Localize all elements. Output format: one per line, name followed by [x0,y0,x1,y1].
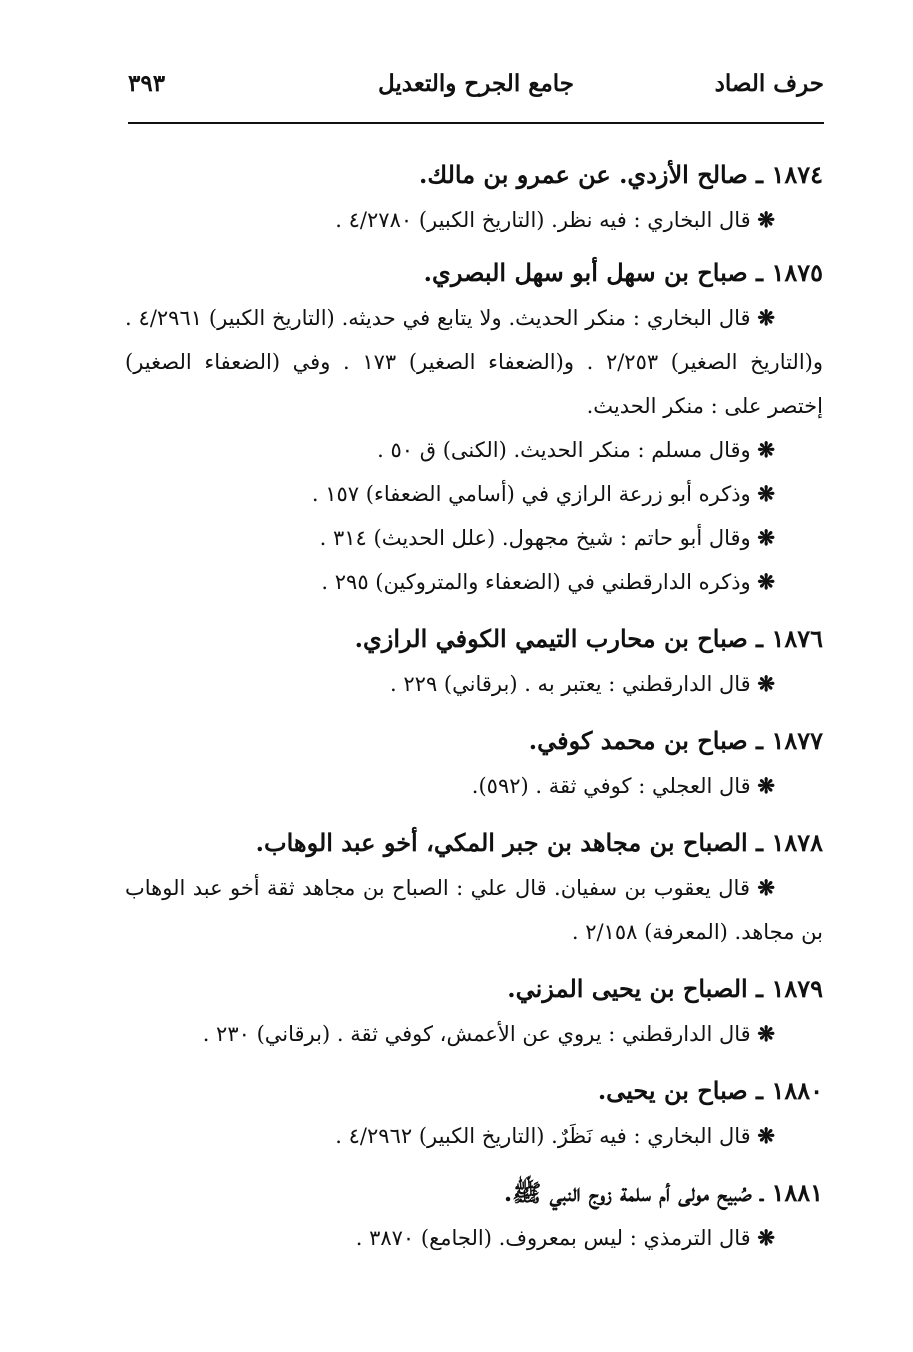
book-title: جامع الجرح والتعديل [377,70,575,97]
bullet-icon: ❋ [757,207,775,232]
narration: ❋ قال العجلي : كوفي ثقة . (٥٩٢). [471,773,775,798]
narration: ❋ وذكره الدارقطني في (الضعفاء والمتروكين) ٢٩٥ . [321,569,775,594]
bullet-icon: ❋ [757,481,775,506]
narration: ❋ قال الدارقطني : يروي عن الأعمش، كوفي ثقة . (برقاني) ٢٣٠ . [202,1021,775,1046]
bullet-icon: ❋ [757,569,775,594]
bullet-icon: ❋ [757,671,775,696]
entry-heading: ١٨٨١ ـ صُبيح مولى أم سلمة زوج النبي ﷺ. [503,1178,823,1207]
entry-1878 [125,820,823,954]
page-number: ٣٩٣ [128,70,166,97]
entry-heading: ١٨٧٦ ـ صباح بن محارب التيمي الكوفي الرازي. [354,624,823,653]
narration: ❋ وذكره أبو زرعة الرازي في (أسامي الضعفاء) ١٥٧ . [311,481,775,506]
entry-heading: ١٨٧٨ ـ الصباح بن مجاهد بن جبر المكي، أخو عبد الوهاب. [255,828,823,857]
bullet-icon: ❋ [757,1021,775,1046]
entry-heading: ١٨٨٠ ـ صباح بن يحيى. [597,1076,823,1105]
narration: ❋ وقال مسلم : منكر الحديث. (الكنى) ق ٥٠ . [377,437,775,462]
entry-1881 [125,1170,823,1260]
page-header [128,62,824,124]
entry-1875 [125,250,823,604]
entry-1880 [125,1068,823,1158]
entry-heading: ١٨٧٩ ـ الصباح بن يحيى المزني. [507,974,823,1003]
narration: ❋ قال البخاري : منكر الحديث. ولا يتابع في حديثه. (التاريخ الكبير) ٤/٢٩٦١ . و(التاريخ الصغير) ٢/٢٥٣ . و(الضعفاء الصغير) ١٧٣ . وفي (الضعفاء الصغير) إختصر على : منكر الحديث. [125,305,823,418]
entry-1876 [125,616,823,706]
bullet-icon: ❋ [757,305,775,330]
entry-heading: ١٨٧٧ ـ صباح بن محمد كوفي. [528,726,823,755]
narration: ❋ وقال أبو حاتم : شيخ مجهول. (علل الحديث) ٣١٤ . [319,525,775,550]
bullet-icon: ❋ [757,1123,775,1148]
entry-heading: ١٨٧٤ ـ صالح الأزدي. عن عمرو بن مالك. [419,160,823,189]
bullet-icon: ❋ [757,437,775,462]
entry-1874 [125,152,823,242]
entry-1879 [125,966,823,1056]
section-title: حرف الصاد [714,70,824,97]
narration: ❋ قال البخاري : فيه نظر. (التاريخ الكبير) ٤/٢٧٨٠ . [335,207,775,232]
entries-list [125,152,823,1272]
narration: ❋ قال الدارقطني : يعتبر به . (برقاني) ٢٢٩ . [390,671,775,696]
narration: ❋ قال يعقوب بن سفيان. قال علي : الصباح بن مجاهد ثقة أخو عبد الوهاب بن مجاهد. (المعرفة) ٢/١٥٨ . [125,875,823,944]
bullet-icon: ❋ [757,1225,775,1250]
narration: ❋ قال البخاري : فيه نَظَرٌ. (التاريخ الكبير) ٤/٢٩٦٢ . [335,1123,775,1148]
bullet-icon: ❋ [757,773,775,798]
bullet-icon: ❋ [757,525,775,550]
entry-1877 [125,718,823,808]
bullet-icon: ❋ [757,875,775,900]
entry-heading: ١٨٧٥ ـ صباح بن سهل أبو سهل البصري. [423,258,823,287]
narration: ❋ قال الترمذي : ليس بمعروف. (الجامع) ٣٨٧٠ . [355,1225,775,1250]
